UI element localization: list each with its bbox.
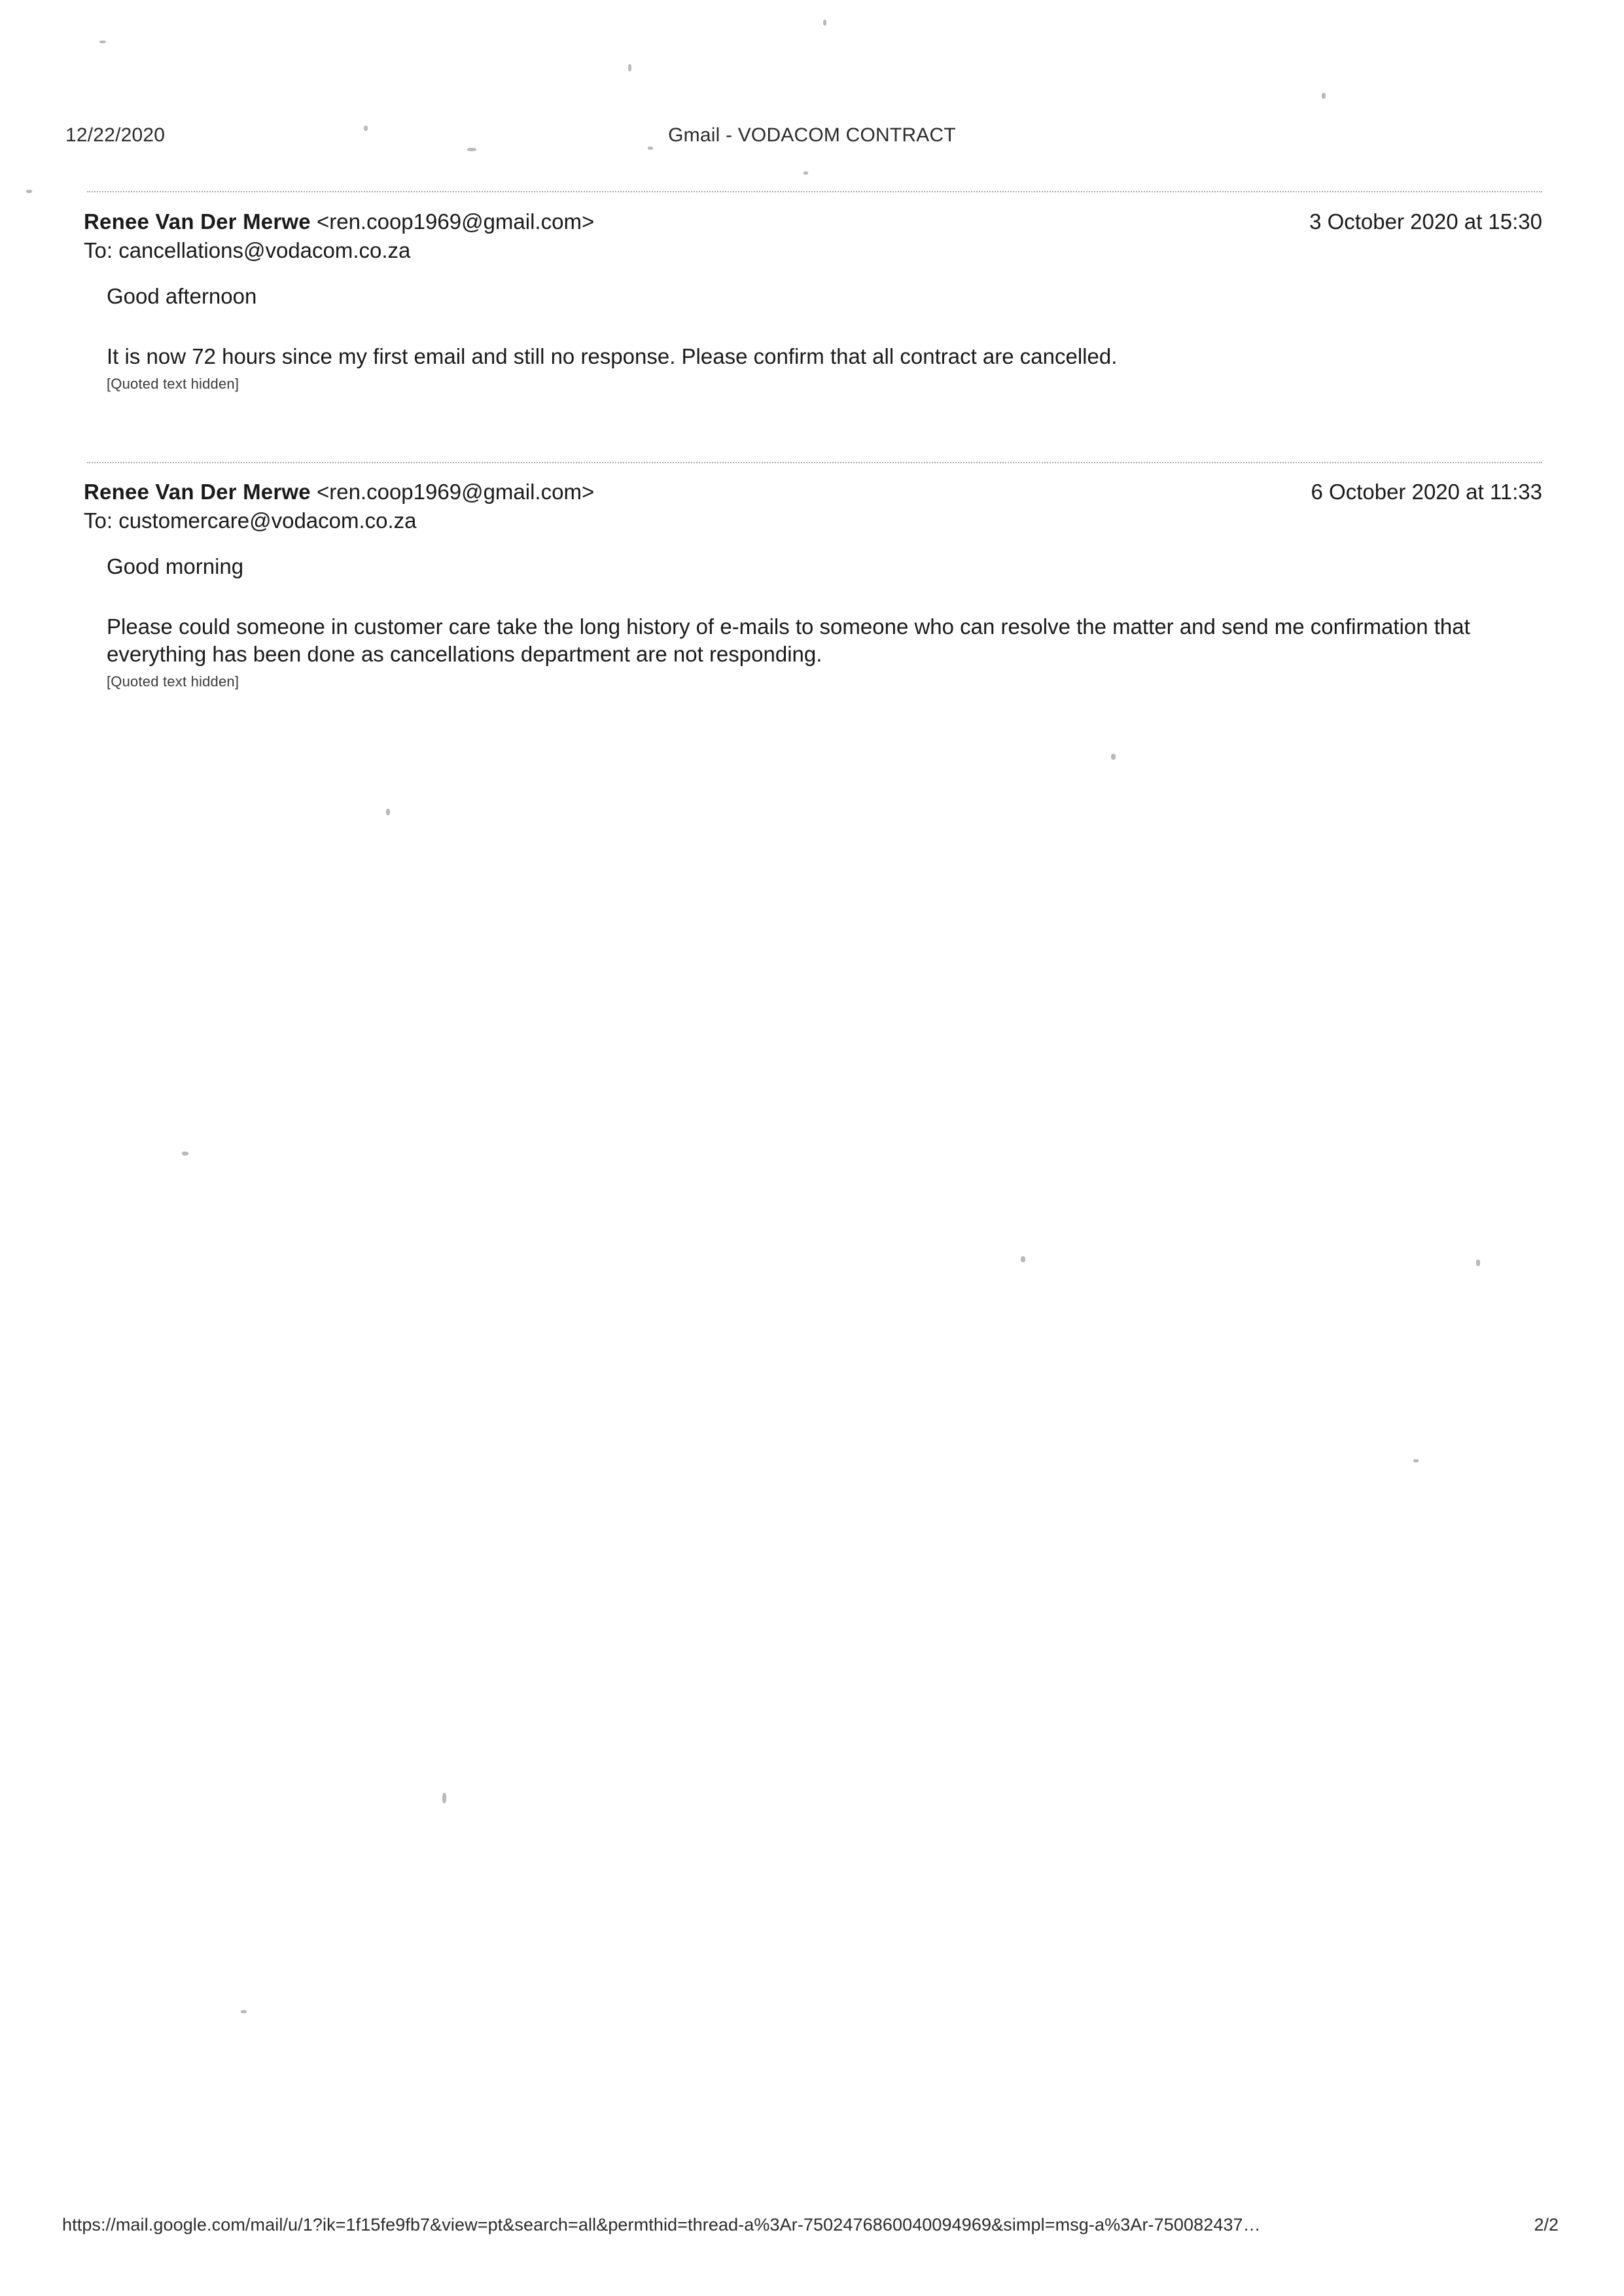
- scan-speck: [1322, 93, 1326, 99]
- scan-speck: [1476, 1260, 1480, 1266]
- scan-speck: [182, 1152, 188, 1156]
- scan-speck: [1111, 754, 1116, 760]
- body-paragraph: Please could someone in customer care take the long history of e-mails to someone who can resolve the matter and send me confirmation that everything has been done as cancellations department are not responding.: [107, 614, 1470, 667]
- recipient-line: To: cancellations@vodacom.co.za: [84, 238, 411, 262]
- sender-line: [84, 480, 594, 504]
- sender-email: <ren.coop1969@gmail.com>: [316, 209, 595, 234]
- scan-speck: [241, 2010, 247, 2013]
- sender-line: [84, 209, 594, 234]
- sender-name: Renee Van Der Merwe: [84, 480, 311, 504]
- scan-speck: [803, 171, 808, 175]
- print-footer: [62, 2215, 1559, 2238]
- print-header-title: Gmail - VODACOM CONTRACT: [668, 124, 956, 146]
- print-header: [65, 124, 1559, 150]
- scan-speck: [442, 1793, 446, 1803]
- message-date: 6 October 2020 at 11:33: [1311, 480, 1542, 504]
- scan-speck: [26, 190, 32, 193]
- email-message: [84, 480, 1542, 690]
- scan-speck: [99, 41, 106, 43]
- scan-speck: [628, 64, 631, 71]
- divider-top: [87, 191, 1542, 192]
- email-body: [84, 284, 1542, 393]
- quoted-text-note: [Quoted text hidden]: [107, 673, 239, 690]
- print-header-date: 12/22/2020: [65, 124, 166, 146]
- email-header: [84, 480, 1542, 540]
- email-header: [84, 209, 1542, 270]
- email-body: [84, 554, 1542, 690]
- scan-speck: [1021, 1256, 1025, 1262]
- scan-speck: [386, 809, 390, 815]
- quoted-text-note: [Quoted text hidden]: [107, 376, 239, 393]
- scan-speck: [823, 20, 826, 26]
- divider-middle: [87, 462, 1542, 463]
- print-footer-page-number: 2/2: [1534, 2215, 1559, 2234]
- sender-email: <ren.coop1969@gmail.com>: [316, 480, 595, 504]
- recipient-line: To: customercare@vodacom.co.za: [84, 508, 417, 533]
- sender-name: Renee Van Der Merwe: [84, 209, 311, 234]
- email-message: [84, 209, 1542, 393]
- greeting-text: Good afternoon: [107, 284, 257, 308]
- print-footer-url: https://mail.google.com/mail/u/1?ik=1f15fe9fb7&view=pt&search=all&permthid=thread-a%3Ar-7502476860040094969&simpl=msg-a%3Ar-750082437…: [62, 2215, 1261, 2234]
- body-paragraph: It is now 72 hours since my first email and still no response. Please confirm that all contract are cancelled.: [107, 344, 1118, 368]
- scan-speck: [1413, 1459, 1419, 1462]
- message-date: 3 October 2020 at 15:30: [1309, 209, 1542, 234]
- greeting-text: Good morning: [107, 554, 244, 578]
